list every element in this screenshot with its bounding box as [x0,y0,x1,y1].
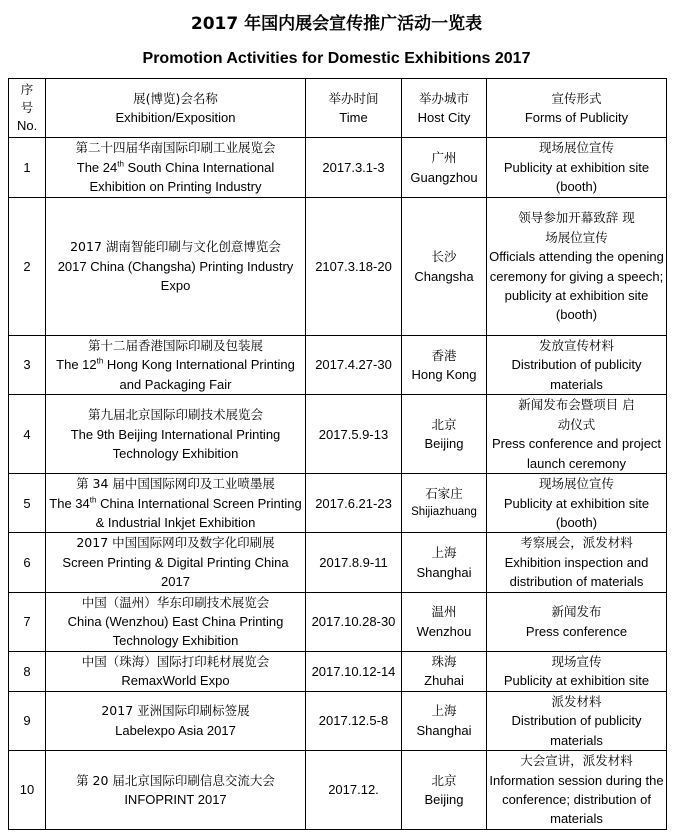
exhibition-name-cn: 第十二届香港国际印刷及包装展 [87,338,263,353]
cell-no [9,691,46,750]
exhibition-name-en [48,553,303,592]
row-number: 7 [23,614,31,630]
header-no-en: No. [17,118,38,133]
cell-forms [487,651,667,691]
ordinal-suffix: th [89,495,97,505]
exhibition-name-en-rest: China International Screen Printing & Industrial Inkjet Exhibition [95,495,302,531]
exhibition-name-cn: 第 34 届中国国际网印及工业喷墨展 [76,476,275,492]
exhibition-time: 2107.3.18-20 [315,258,392,274]
forms-en: Publicity at exhibition site [503,673,650,689]
exhibition-time: 2017.10.12-14 [311,663,396,679]
exhibition-name-en-text: Screen Printing & Digital Printing China 2017 [62,554,289,590]
exhibition-name-en-text: The 24 [76,159,118,175]
forms-cn: 现场宣传 [551,653,602,669]
cell-no [9,592,46,651]
cell-no [9,138,46,198]
exhibition-name-cn: 中国（珠海）国际打印耗材展览会 [81,653,270,669]
cell-time [306,651,402,691]
header-exhibition [46,79,306,138]
row-number: 5 [23,495,31,511]
row-number: 8 [23,663,31,679]
exhibition-name-en [48,425,303,464]
exhibition-name-en-text: China (Wenzhou) East China Printing Technology Exhibition [67,614,284,649]
exhibition-time: 2017.3.1-3 [322,159,385,175]
ordinal-suffix: th [117,159,124,169]
city-cn: 上海 [431,545,457,561]
exhibition-name-cn: 第 20 届北京国际印刷信息交流大会 [76,772,275,788]
page-title-english: Promotion Activities for Domestic Exhibitions 2017 [142,50,531,67]
exhibition-name-en-rest: Hong Kong International Printing and Packaging Fair [103,357,295,392]
table-row [9,592,667,651]
cell-city [402,533,487,592]
cell-time [306,395,402,474]
forms-en: Distribution of publicity materials [511,713,642,748]
exhibition-name-en [48,721,303,740]
exhibition-name-en-text: The 9th Beijing International Printing Technology Exhibition [70,426,281,461]
forms-en: Press conference and project launch ceremony [491,436,662,471]
cell-exhibition [46,336,306,395]
cell-exhibition [46,691,306,750]
cell-city [402,395,487,474]
forms-en: Information session during the conference; distribution of materials [489,772,664,827]
cell-exhibition [46,395,306,474]
table-row [9,336,667,395]
row-number: 3 [23,357,31,373]
forms-cn: 大会宣讲，派发材料 [520,753,633,769]
exhibition-name-en [48,257,303,296]
cell-time [306,691,402,750]
forms-cn: 现场展位宣传 [538,476,614,492]
cell-exhibition [46,474,306,533]
forms-en: Exhibition inspection and distribution of materials [504,554,649,590]
cell-exhibition [46,750,306,829]
header-city-cn: 举办城市 [418,90,469,106]
exhibition-name-en [48,355,303,394]
cell-no [9,395,46,474]
exhibition-name-en-text: The 12 [56,357,97,373]
exhibition-name-en [48,671,303,690]
city-en: Changsha [414,268,474,284]
exhibition-name-en-text: The 34 [49,495,90,511]
city-cn: 温州 [431,604,457,620]
cell-forms [487,138,667,198]
row-number: 2 [23,258,31,274]
city-en: Hong Kong [411,367,477,383]
page-title-chinese: 2017 年国内展会宣传推广活动一览表 [190,14,483,34]
table-row [9,138,667,198]
cell-time [306,198,402,336]
row-number: 4 [23,426,31,442]
header-exhibition-cn: 展(博览)会名称 [133,90,218,106]
exhibition-time: 2017.8.9-11 [319,554,388,570]
header-city-en: Host City [417,110,471,125]
header-no-cn: 序号 [20,82,34,115]
forms-cn: 现场展位宣传 [538,140,614,156]
cell-time [306,533,402,592]
header-forms [487,79,667,138]
cell-forms [487,533,667,592]
exhibition-name-en-text: 2017 China (Changsha) Printing Industry Expo [57,258,294,294]
cell-forms [487,592,667,651]
cell-forms [487,395,667,474]
cell-no [9,474,46,533]
cell-time [306,750,402,829]
forms-en: Distribution of publicity materials [511,357,642,392]
city-cn: 石家庄 [425,485,463,501]
city-cn: 广州 [431,150,457,166]
cell-no [9,336,46,395]
cell-city [402,138,487,198]
city-cn: 长沙 [431,249,457,265]
cell-city [402,474,487,533]
table-row [9,750,667,829]
city-cn: 珠海 [431,653,457,669]
cell-city [402,691,487,750]
forms-cn: 新闻发布会暨项目 启动仪式 [518,397,635,432]
exhibition-time: 2017.12.5-8 [318,713,389,729]
row-number: 10 [19,782,35,798]
city-cn: 北京 [431,416,457,432]
city-en: Shanghai [416,722,472,738]
city-en: Shijiazhuang [411,506,477,519]
header-time [306,79,402,138]
city-cn: 上海 [431,703,457,719]
exhibition-name-en [48,612,303,651]
exhibition-time: 2017.10.28-30 [311,614,396,630]
city-en: Shanghai [416,564,472,580]
cell-time [306,592,402,651]
exhibitions-table [8,78,667,830]
table-row [9,533,667,592]
exhibition-name-cn: 2017 亚洲国际印刷标签展 [101,703,250,719]
cell-exhibition [46,533,306,592]
exhibition-name-cn: 2017 中国国际网印及数字化印刷展 [76,535,275,551]
exhibition-name-en [48,158,303,197]
exhibition-name-en-text: Labelexpo Asia 2017 [115,722,236,738]
forms-cn: 派发材料 [551,693,602,709]
cell-no [9,533,46,592]
exhibition-name-cn: 第二十四届华南国际印刷工业展览会 [75,140,276,156]
exhibition-name-en [48,494,303,533]
cell-forms [487,336,667,395]
cell-exhibition [46,651,306,691]
exhibition-name-en-rest: South China International Exhibition on Printing Industry [89,159,275,195]
header-city [402,79,487,138]
forms-en: Publicity at exhibition site (booth) [503,159,650,195]
exhibition-time: 2017.5.9-13 [318,426,389,442]
cell-exhibition [46,592,306,651]
forms-en: Officials attending the opening ceremony for giving a speech; publicity at exhibition site (booth) [489,249,664,323]
city-en: Guangzhou [410,169,478,185]
cell-city [402,750,487,829]
cell-city [402,198,487,336]
city-en: Beijing [424,436,464,452]
header-exhibition-en: Exhibition/Exposition [115,110,236,125]
table-header-row [9,79,667,138]
exhibition-time: 2017.12. [328,782,379,798]
city-en: Beijing [424,791,464,807]
cell-forms [487,474,667,533]
exhibition-name-en-text: RemaxWorld Expo [121,673,230,689]
forms-cn: 考察展会，派发材料 [520,535,633,551]
table-row [9,395,667,474]
cell-no [9,651,46,691]
exhibition-name-en-text: INFOPRINT 2017 [124,791,227,807]
cell-city [402,592,487,651]
forms-cn: 发放宣传材料 [538,338,614,353]
city-en: Zhuhai [424,673,464,689]
forms-en: Press conference [525,623,628,639]
row-number: 1 [23,159,31,175]
cell-time [306,474,402,533]
table-row [9,198,667,336]
cell-exhibition [46,138,306,198]
header-forms-cn: 宣传形式 [551,90,602,106]
cell-time [306,336,402,395]
cell-no [9,198,46,336]
cell-forms [487,750,667,829]
city-en: Wenzhou [416,623,472,639]
cell-city [402,336,487,395]
exhibition-name-cn: 第九届北京国际印刷技术展览会 [87,407,263,423]
cell-no [9,750,46,829]
cell-city [402,651,487,691]
exhibition-time: 2017.4.27-30 [315,357,392,373]
table-row [9,691,667,750]
cell-forms [487,198,667,336]
city-cn: 北京 [431,772,457,788]
forms-cn: 领导参加开幕致辞 现场展位宣传 [518,210,635,245]
table-body [9,138,667,830]
forms-cn: 新闻发布 [551,604,602,620]
header-time-cn: 举办时间 [328,90,379,106]
cell-time [306,138,402,198]
row-number: 6 [23,554,31,570]
city-cn: 香港 [431,347,457,363]
exhibition-name-cn: 2017 湖南智能印刷与文化创意博览会 [70,239,281,255]
exhibition-time: 2017.6.21-23 [315,495,392,511]
exhibition-name-cn: 中国（温州）华东印刷技术展览会 [81,594,270,610]
table-row [9,651,667,691]
header-forms-en: Forms of Publicity [524,110,629,125]
cell-exhibition [46,198,306,336]
header-no [9,79,46,138]
cell-forms [487,691,667,750]
table-row [9,474,667,533]
forms-en: Publicity at exhibition site (booth) [503,495,650,531]
header-time-en: Time [339,110,368,125]
ordinal-suffix: th [96,357,104,367]
exhibition-name-en [48,790,303,809]
row-number: 9 [23,713,31,729]
